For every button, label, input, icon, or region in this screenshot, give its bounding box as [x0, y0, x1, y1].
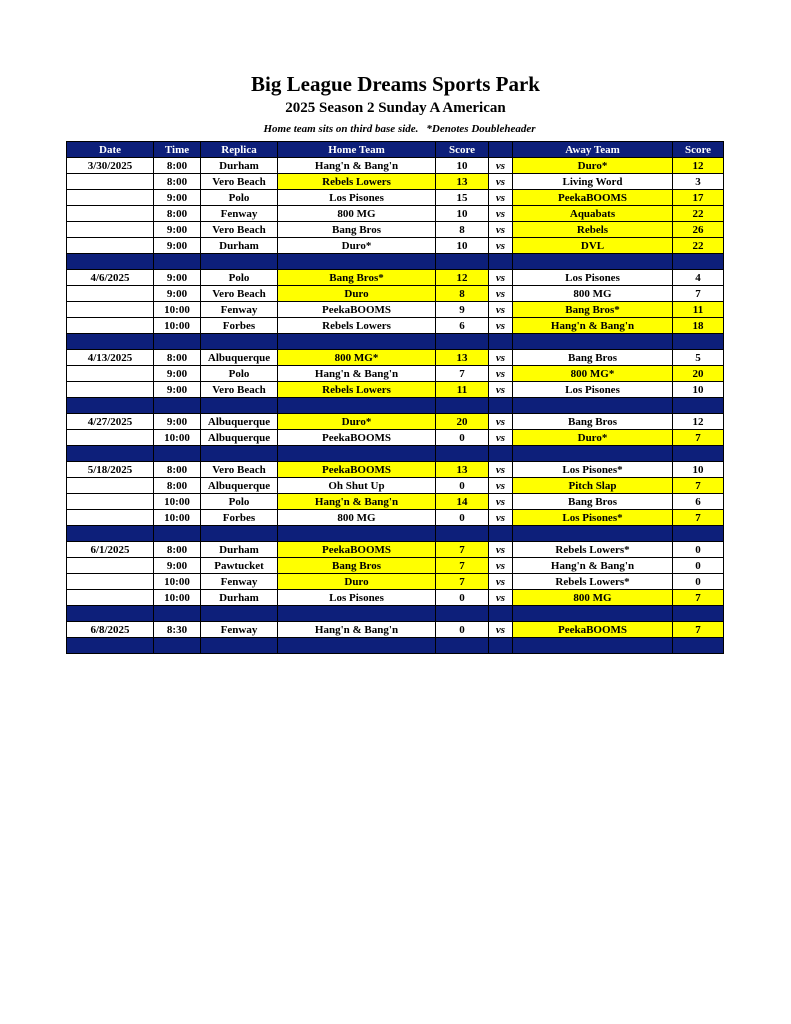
time-cell: 10:00	[154, 318, 201, 334]
time-cell: 9:00	[154, 558, 201, 574]
separator-cell	[201, 638, 278, 654]
away-score-cell: 3	[673, 174, 724, 190]
time-cell: 10:00	[154, 590, 201, 606]
time-cell: 9:00	[154, 286, 201, 302]
col-header-away-score: Score	[673, 142, 724, 158]
home-score-cell: 8	[436, 222, 489, 238]
away-score-cell: 4	[673, 270, 724, 286]
table-row	[67, 382, 724, 398]
separator-cell	[201, 606, 278, 622]
away-team-cell: Rebels Lowers*	[513, 574, 673, 590]
away-score-cell: 0	[673, 542, 724, 558]
time-cell: 8:00	[154, 174, 201, 190]
separator-cell	[436, 334, 489, 350]
away-score-cell: 0	[673, 574, 724, 590]
away-team-cell: PeekaBOOMS	[513, 622, 673, 638]
time-cell: 8:00	[154, 350, 201, 366]
time-cell: 9:00	[154, 190, 201, 206]
col-header-date: Date	[67, 142, 154, 158]
home-team-cell: 800 MG	[278, 206, 436, 222]
replica-cell: Albuquerque	[201, 478, 278, 494]
replica-cell: Fenway	[201, 302, 278, 318]
away-team-cell: Los Pisones*	[513, 462, 673, 478]
separator-cell	[513, 254, 673, 270]
separator-cell	[673, 526, 724, 542]
table-row	[67, 350, 724, 366]
vs-cell: vs	[489, 286, 513, 302]
separator-cell	[513, 638, 673, 654]
table-row	[67, 494, 724, 510]
home-score-cell: 0	[436, 478, 489, 494]
separator-cell	[154, 334, 201, 350]
home-team-cell: Bang Bros	[278, 558, 436, 574]
date-cell	[67, 382, 154, 398]
vs-cell: vs	[489, 222, 513, 238]
away-score-cell: 12	[673, 414, 724, 430]
date-cell	[67, 478, 154, 494]
separator-cell	[67, 526, 154, 542]
separator-cell	[278, 606, 436, 622]
separator-cell	[513, 334, 673, 350]
away-team-cell: Los Pisones	[513, 270, 673, 286]
away-score-cell: 6	[673, 494, 724, 510]
table-row	[67, 286, 724, 302]
home-score-cell: 13	[436, 462, 489, 478]
table-row	[67, 222, 724, 238]
replica-cell: Fenway	[201, 206, 278, 222]
separator-cell	[673, 638, 724, 654]
separator-cell	[201, 254, 278, 270]
home-score-cell: 0	[436, 430, 489, 446]
away-team-cell: Duro*	[513, 430, 673, 446]
home-score-cell: 11	[436, 382, 489, 398]
away-score-cell: 11	[673, 302, 724, 318]
away-score-cell: 7	[673, 430, 724, 446]
col-header-home-team: Home Team	[278, 142, 436, 158]
replica-cell: Vero Beach	[201, 462, 278, 478]
schedule-body	[67, 158, 724, 654]
table-row	[67, 622, 724, 638]
vs-cell: vs	[489, 174, 513, 190]
home-score-cell: 13	[436, 174, 489, 190]
replica-cell: Polo	[201, 366, 278, 382]
week-separator-row	[67, 638, 724, 654]
time-cell: 8:00	[154, 206, 201, 222]
separator-cell	[201, 398, 278, 414]
vs-cell: vs	[489, 302, 513, 318]
date-cell: 4/6/2025	[67, 270, 154, 286]
vs-cell: vs	[489, 542, 513, 558]
away-score-cell: 17	[673, 190, 724, 206]
separator-cell	[436, 398, 489, 414]
home-score-cell: 14	[436, 494, 489, 510]
separator-cell	[201, 446, 278, 462]
home-score-cell: 0	[436, 510, 489, 526]
replica-cell: Albuquerque	[201, 430, 278, 446]
date-cell	[67, 574, 154, 590]
separator-cell	[673, 446, 724, 462]
time-cell: 8:00	[154, 542, 201, 558]
home-team-cell: Duro*	[278, 414, 436, 430]
date-cell	[67, 590, 154, 606]
date-cell	[67, 318, 154, 334]
home-team-cell: Duro*	[278, 238, 436, 254]
table-row	[67, 478, 724, 494]
separator-cell	[436, 638, 489, 654]
replica-cell: Durham	[201, 158, 278, 174]
home-score-cell: 7	[436, 366, 489, 382]
home-team-cell: Oh Shut Up	[278, 478, 436, 494]
away-score-cell: 7	[673, 286, 724, 302]
separator-cell	[513, 398, 673, 414]
schedule-note	[0, 123, 791, 136]
table-row	[67, 158, 724, 174]
home-score-cell: 8	[436, 286, 489, 302]
separator-cell	[154, 254, 201, 270]
home-score-cell: 0	[436, 590, 489, 606]
table-row	[67, 430, 724, 446]
replica-cell: Pawtucket	[201, 558, 278, 574]
home-team-cell: Los Pisones	[278, 190, 436, 206]
replica-cell: Vero Beach	[201, 286, 278, 302]
table-row	[67, 510, 724, 526]
home-team-cell: Rebels Lowers	[278, 382, 436, 398]
away-score-cell: 18	[673, 318, 724, 334]
date-cell	[67, 366, 154, 382]
table-header-row	[67, 142, 724, 158]
time-cell: 10:00	[154, 574, 201, 590]
home-team-cell: Bang Bros*	[278, 270, 436, 286]
home-team-cell: Duro	[278, 286, 436, 302]
separator-cell	[201, 334, 278, 350]
away-team-cell: Bang Bros	[513, 494, 673, 510]
separator-cell	[67, 334, 154, 350]
home-team-cell: PeekaBOOMS	[278, 430, 436, 446]
home-score-cell: 10	[436, 238, 489, 254]
table-row	[67, 558, 724, 574]
table-row	[67, 174, 724, 190]
week-separator-row	[67, 254, 724, 270]
separator-cell	[436, 606, 489, 622]
home-team-cell: Los Pisones	[278, 590, 436, 606]
vs-cell: vs	[489, 382, 513, 398]
date-cell	[67, 558, 154, 574]
date-cell: 6/8/2025	[67, 622, 154, 638]
replica-cell: Vero Beach	[201, 222, 278, 238]
separator-cell	[673, 398, 724, 414]
away-team-cell: PeekaBOOMS	[513, 190, 673, 206]
away-team-cell: Duro*	[513, 158, 673, 174]
table-row	[67, 270, 724, 286]
replica-cell: Fenway	[201, 574, 278, 590]
separator-cell	[154, 446, 201, 462]
home-team-cell: Hang'n & Bang'n	[278, 158, 436, 174]
page-subtitle: 2025 Season 2 Sunday A American	[285, 100, 506, 116]
table-row	[67, 574, 724, 590]
home-score-cell: 7	[436, 574, 489, 590]
home-score-cell: 6	[436, 318, 489, 334]
home-team-cell: Hang'n & Bang'n	[278, 494, 436, 510]
home-team-cell: Rebels Lowers	[278, 318, 436, 334]
away-team-cell: 800 MG	[513, 590, 673, 606]
date-cell	[67, 238, 154, 254]
date-cell	[67, 190, 154, 206]
separator-cell	[436, 526, 489, 542]
away-team-cell: Bang Bros	[513, 414, 673, 430]
time-cell: 10:00	[154, 494, 201, 510]
away-team-cell: Bang Bros*	[513, 302, 673, 318]
col-header-replica: Replica	[201, 142, 278, 158]
separator-cell	[201, 526, 278, 542]
away-team-cell: Pitch Slap	[513, 478, 673, 494]
away-team-cell: 800 MG*	[513, 366, 673, 382]
vs-cell: vs	[489, 622, 513, 638]
separator-cell	[513, 526, 673, 542]
home-team-cell: PeekaBOOMS	[278, 302, 436, 318]
time-cell: 9:00	[154, 414, 201, 430]
home-score-cell: 9	[436, 302, 489, 318]
separator-cell	[278, 446, 436, 462]
replica-cell: Forbes	[201, 318, 278, 334]
separator-cell	[673, 606, 724, 622]
separator-cell	[67, 446, 154, 462]
date-cell: 4/27/2025	[67, 414, 154, 430]
vs-cell: vs	[489, 206, 513, 222]
home-team-cell: Duro	[278, 574, 436, 590]
vs-cell: vs	[489, 366, 513, 382]
separator-cell	[154, 606, 201, 622]
date-cell	[67, 222, 154, 238]
vs-cell: vs	[489, 190, 513, 206]
vs-cell: vs	[489, 478, 513, 494]
separator-cell	[436, 254, 489, 270]
separator-cell	[67, 398, 154, 414]
vs-cell: vs	[489, 574, 513, 590]
home-team-note: Home team sits on third base side.	[263, 123, 419, 135]
away-team-cell: Los Pisones*	[513, 510, 673, 526]
table-row	[67, 366, 724, 382]
table-row	[67, 302, 724, 318]
table-row	[67, 414, 724, 430]
home-score-cell: 15	[436, 190, 489, 206]
separator-cell	[67, 606, 154, 622]
replica-cell: Durham	[201, 590, 278, 606]
separator-cell	[489, 606, 513, 622]
away-team-cell: Living Word	[513, 174, 673, 190]
separator-cell	[489, 446, 513, 462]
separator-cell	[67, 638, 154, 654]
replica-cell: Forbes	[201, 510, 278, 526]
separator-cell	[513, 446, 673, 462]
date-cell	[67, 494, 154, 510]
away-team-cell: Rebels Lowers*	[513, 542, 673, 558]
separator-cell	[436, 446, 489, 462]
separator-cell	[278, 254, 436, 270]
separator-cell	[489, 526, 513, 542]
separator-cell	[154, 398, 201, 414]
home-score-cell: 10	[436, 206, 489, 222]
replica-cell: Vero Beach	[201, 174, 278, 190]
away-score-cell: 10	[673, 382, 724, 398]
separator-cell	[278, 638, 436, 654]
separator-cell	[673, 254, 724, 270]
replica-cell: Fenway	[201, 622, 278, 638]
away-score-cell: 0	[673, 558, 724, 574]
time-cell: 9:00	[154, 270, 201, 286]
vs-cell: vs	[489, 462, 513, 478]
replica-cell: Durham	[201, 238, 278, 254]
home-score-cell: 20	[436, 414, 489, 430]
away-score-cell: 12	[673, 158, 724, 174]
home-score-cell: 13	[436, 350, 489, 366]
away-team-cell: Los Pisones	[513, 382, 673, 398]
away-score-cell: 22	[673, 206, 724, 222]
date-cell: 4/13/2025	[67, 350, 154, 366]
separator-cell	[513, 606, 673, 622]
away-score-cell: 22	[673, 238, 724, 254]
replica-cell: Vero Beach	[201, 382, 278, 398]
home-team-cell: PeekaBOOMS	[278, 542, 436, 558]
away-score-cell: 7	[673, 510, 724, 526]
date-cell	[67, 302, 154, 318]
away-team-cell: 800 MG	[513, 286, 673, 302]
time-cell: 9:00	[154, 238, 201, 254]
home-team-cell: 800 MG	[278, 510, 436, 526]
away-score-cell: 10	[673, 462, 724, 478]
replica-cell: Durham	[201, 542, 278, 558]
table-row	[67, 590, 724, 606]
separator-cell	[154, 526, 201, 542]
vs-cell: vs	[489, 494, 513, 510]
separator-cell	[154, 638, 201, 654]
vs-cell: vs	[489, 414, 513, 430]
week-separator-row	[67, 446, 724, 462]
date-cell	[67, 510, 154, 526]
away-team-cell: Rebels	[513, 222, 673, 238]
time-cell: 10:00	[154, 510, 201, 526]
date-cell	[67, 430, 154, 446]
home-score-cell: 7	[436, 542, 489, 558]
date-cell: 3/30/2025	[67, 158, 154, 174]
separator-cell	[278, 526, 436, 542]
col-header-time: Time	[154, 142, 201, 158]
table-row	[67, 462, 724, 478]
date-cell: 5/18/2025	[67, 462, 154, 478]
time-cell: 8:00	[154, 158, 201, 174]
date-cell	[67, 174, 154, 190]
replica-cell: Polo	[201, 190, 278, 206]
separator-cell	[278, 398, 436, 414]
vs-cell: vs	[489, 270, 513, 286]
time-cell: 10:00	[154, 430, 201, 446]
home-score-cell: 0	[436, 622, 489, 638]
table-row	[67, 318, 724, 334]
date-cell	[67, 286, 154, 302]
home-team-cell: Hang'n & Bang'n	[278, 366, 436, 382]
vs-cell: vs	[489, 590, 513, 606]
col-header-home-score: Score	[436, 142, 489, 158]
vs-cell: vs	[489, 318, 513, 334]
home-score-cell: 10	[436, 158, 489, 174]
replica-cell: Albuquerque	[201, 414, 278, 430]
home-team-cell: PeekaBOOMS	[278, 462, 436, 478]
table-row	[67, 238, 724, 254]
col-header-vs	[489, 142, 513, 158]
time-cell: 8:00	[154, 462, 201, 478]
away-score-cell: 7	[673, 478, 724, 494]
vs-cell: vs	[489, 238, 513, 254]
time-cell: 9:00	[154, 366, 201, 382]
away-score-cell: 7	[673, 590, 724, 606]
time-cell: 9:00	[154, 222, 201, 238]
separator-cell	[489, 638, 513, 654]
vs-cell: vs	[489, 350, 513, 366]
away-team-cell: Hang'n & Bang'n	[513, 318, 673, 334]
vs-cell: vs	[489, 558, 513, 574]
table-row	[67, 190, 724, 206]
away-score-cell: 5	[673, 350, 724, 366]
table-row	[67, 206, 724, 222]
time-cell: 8:30	[154, 622, 201, 638]
away-team-cell: Aquabats	[513, 206, 673, 222]
time-cell: 8:00	[154, 478, 201, 494]
doubleheader-note: *Denotes Doubleheader	[426, 123, 536, 135]
home-score-cell: 7	[436, 558, 489, 574]
page-title: Big League Dreams Sports Park	[251, 72, 540, 96]
separator-cell	[673, 334, 724, 350]
home-team-cell: Rebels Lowers	[278, 174, 436, 190]
away-team-cell: Hang'n & Bang'n	[513, 558, 673, 574]
vs-cell: vs	[489, 430, 513, 446]
home-team-cell: Hang'n & Bang'n	[278, 622, 436, 638]
week-separator-row	[67, 398, 724, 414]
away-team-cell: DVL	[513, 238, 673, 254]
home-team-cell: 800 MG*	[278, 350, 436, 366]
away-score-cell: 26	[673, 222, 724, 238]
vs-cell: vs	[489, 510, 513, 526]
separator-cell	[489, 254, 513, 270]
table-row	[67, 542, 724, 558]
col-header-away-team: Away Team	[513, 142, 673, 158]
date-cell	[67, 206, 154, 222]
home-team-cell: Bang Bros	[278, 222, 436, 238]
replica-cell: Polo	[201, 270, 278, 286]
week-separator-row	[67, 334, 724, 350]
away-score-cell: 7	[673, 622, 724, 638]
vs-cell: vs	[489, 158, 513, 174]
replica-cell: Polo	[201, 494, 278, 510]
away-score-cell: 20	[673, 366, 724, 382]
separator-cell	[67, 254, 154, 270]
time-cell: 10:00	[154, 302, 201, 318]
home-score-cell: 12	[436, 270, 489, 286]
away-team-cell: Bang Bros	[513, 350, 673, 366]
time-cell: 9:00	[154, 382, 201, 398]
week-separator-row	[67, 606, 724, 622]
week-separator-row	[67, 526, 724, 542]
replica-cell: Albuquerque	[201, 350, 278, 366]
separator-cell	[489, 398, 513, 414]
date-cell: 6/1/2025	[67, 542, 154, 558]
schedule-table	[66, 141, 724, 654]
separator-cell	[278, 334, 436, 350]
separator-cell	[489, 334, 513, 350]
